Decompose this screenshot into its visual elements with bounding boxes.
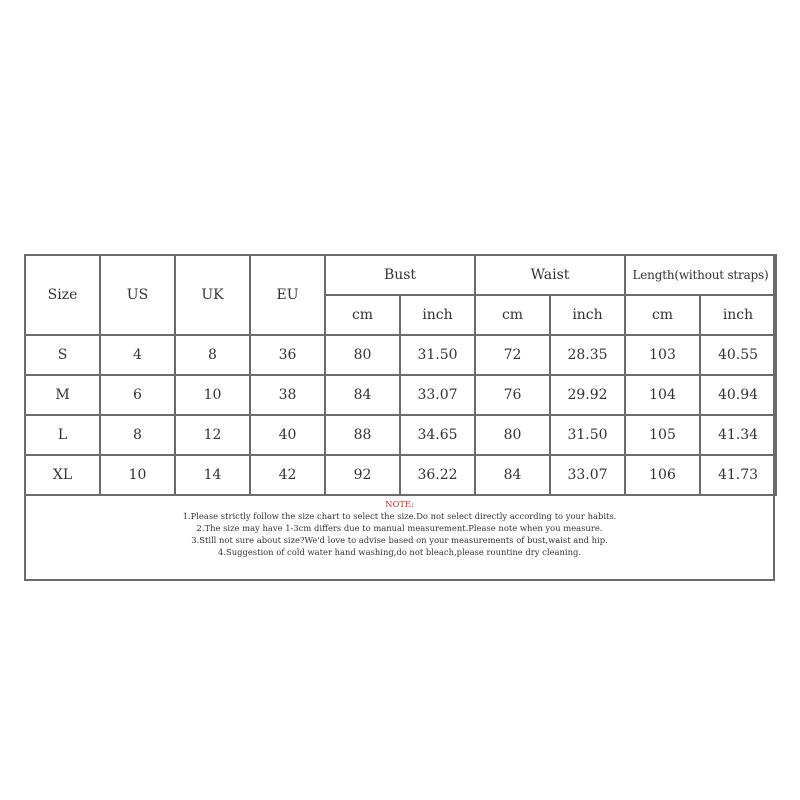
table-row [25, 375, 776, 415]
cell-waist-inch: 31.50 [550, 415, 625, 455]
cell-waist-cm: 84 [475, 455, 550, 495]
cell-us: 4 [100, 335, 175, 375]
header-length: Length(without straps) [625, 255, 776, 295]
header-waist-inch: inch [550, 295, 625, 335]
cell-length-cm: 104 [625, 375, 700, 415]
cell-waist-inch: 29.92 [550, 375, 625, 415]
note-line: 3.Still not sure about size?We'd love to advise based on your measurements of bust,waist and hip. [191, 535, 608, 545]
cell-waist-cm: 72 [475, 335, 550, 375]
cell-bust-cm: 80 [325, 335, 400, 375]
cell-eu: 36 [250, 335, 325, 375]
cell-waist-cm: 80 [475, 415, 550, 455]
cell-size: XL [25, 455, 100, 495]
cell-length-cm: 105 [625, 415, 700, 455]
cell-size: M [25, 375, 100, 415]
cell-uk: 14 [175, 455, 250, 495]
header-bust-inch: inch [400, 295, 475, 335]
header-us: US [100, 255, 175, 335]
header-waist: Waist [475, 255, 625, 295]
cell-us: 10 [100, 455, 175, 495]
cell-length-cm: 103 [625, 335, 700, 375]
cell-eu: 40 [250, 415, 325, 455]
note-title: NOTE: [385, 499, 414, 509]
cell-uk: 8 [175, 335, 250, 375]
cell-size: L [25, 415, 100, 455]
cell-length-inch: 41.34 [700, 415, 776, 455]
cell-size: S [25, 335, 100, 375]
header-eu: EU [250, 255, 325, 335]
cell-length-inch: 41.73 [700, 455, 776, 495]
cell-us: 6 [100, 375, 175, 415]
cell-length-cm: 106 [625, 455, 700, 495]
cell-bust-cm: 88 [325, 415, 400, 455]
cell-length-inch: 40.55 [700, 335, 776, 375]
table-row [25, 335, 776, 375]
cell-eu: 38 [250, 375, 325, 415]
size-chart [24, 254, 775, 581]
cell-uk: 12 [175, 415, 250, 455]
header-uk: UK [175, 255, 250, 335]
cell-waist-cm: 76 [475, 375, 550, 415]
cell-waist-inch: 33.07 [550, 455, 625, 495]
cell-bust-inch: 34.65 [400, 415, 475, 455]
note-line: 1.Please strictly follow the size chart to select the size.Do not select directly according to your habits. [182, 511, 617, 521]
header-row-1 [25, 255, 776, 295]
header-bust-cm: cm [325, 295, 400, 335]
header-waist-cm: cm [475, 295, 550, 335]
cell-eu: 42 [250, 455, 325, 495]
header-length-inch: inch [700, 295, 776, 335]
header-bust: Bust [325, 255, 475, 295]
cell-bust-cm: 92 [325, 455, 400, 495]
cell-bust-cm: 84 [325, 375, 400, 415]
note-line: 4.Suggestion of cold water hand washing,do not bleach,please rountine dry cleaning. [217, 547, 581, 557]
cell-bust-inch: 31.50 [400, 335, 475, 375]
cell-bust-inch: 36.22 [400, 455, 475, 495]
size-table [24, 254, 777, 496]
header-size: Size [25, 255, 100, 335]
cell-uk: 10 [175, 375, 250, 415]
cell-us: 8 [100, 415, 175, 455]
note-line: 2.The size may have 1-3cm differs due to manual measurement.Please note when you measure. [196, 523, 603, 533]
cell-bust-inch: 33.07 [400, 375, 475, 415]
cell-length-inch: 40.94 [700, 375, 776, 415]
table-row [25, 415, 776, 455]
notes-section [26, 498, 773, 558]
header-length-cm: cm [625, 295, 700, 335]
cell-waist-inch: 28.35 [550, 335, 625, 375]
table-row [25, 455, 776, 495]
